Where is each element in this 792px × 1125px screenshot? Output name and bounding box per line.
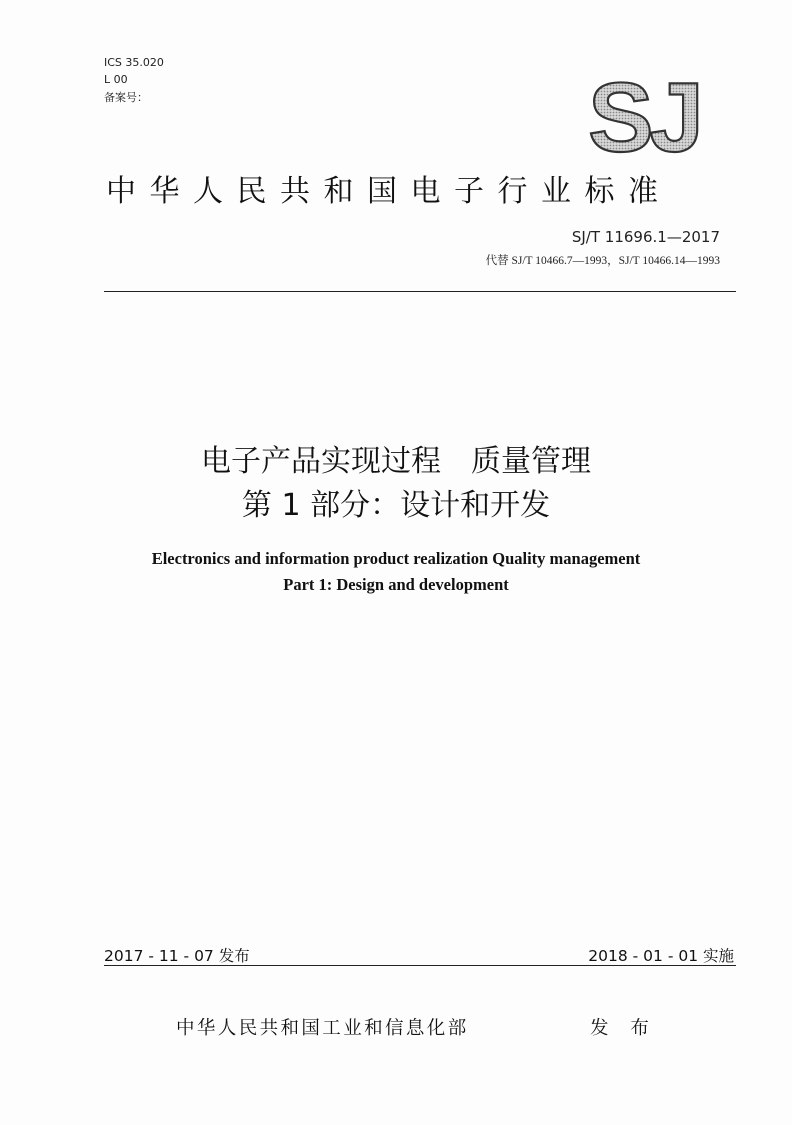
replaced-standards: 代替 SJ/T 10466.7—1993，SJ/T 10466.14—1993: [485, 255, 720, 267]
publish-date: 2017 - 11 - 07 发布: [104, 947, 250, 965]
issue-label: 发 布: [590, 1018, 657, 1039]
filing-number-label: 备案号：: [104, 91, 148, 104]
standard-category-title: 中华人民共和国电子行业标准: [106, 174, 672, 209]
footer-rule: [104, 965, 736, 966]
effective-date: 2018 - 01 - 01 实施: [588, 947, 734, 965]
title-cn-line2: 第 1 部分：设计和开发: [241, 488, 551, 523]
title-en-line2: Part 1: Design and development: [283, 575, 509, 594]
title-cn-line1: 电子产品实现过程 质量管理: [201, 444, 591, 479]
title-en-line1: Electronics and information product realization Quality management: [151, 549, 641, 568]
issuing-authority: 中华人民共和国工业和信息化部: [176, 1018, 469, 1039]
ics-code: ICS 35.020: [104, 56, 164, 69]
sj-logo-text: SJ: [588, 78, 700, 156]
ccs-code: L 00: [104, 73, 128, 86]
sj-logo: [585, 78, 703, 156]
header-rule: [104, 291, 736, 292]
standard-number: SJ/T 11696.1—2017: [571, 228, 720, 246]
